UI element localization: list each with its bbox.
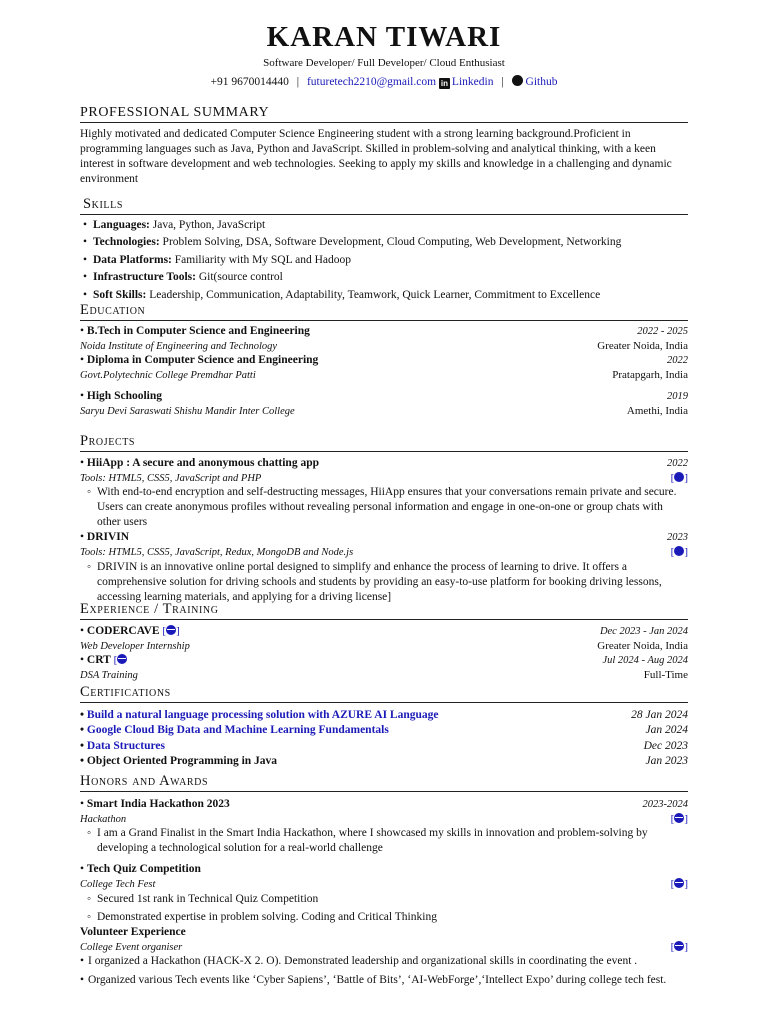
phone-number: +91 9670014440 bbox=[210, 75, 289, 88]
section-title-education: Education bbox=[80, 302, 688, 321]
section-title-honors: Honors and Awards bbox=[80, 773, 688, 792]
github-icon bbox=[674, 546, 684, 556]
education-section bbox=[80, 302, 688, 418]
certification-item[interactable]: • Data Structures Dec 2023 bbox=[80, 739, 688, 755]
certification-item: • Object Oriented Programming in Java Jan 2023 bbox=[80, 754, 688, 770]
experience-item: • CRT [ Jul 2024 - Aug 2024 DSA Training Full-Time bbox=[80, 653, 688, 683]
contact-line bbox=[80, 75, 688, 90]
skill-item: • Languages: Java, Python, JavaScript bbox=[83, 217, 688, 235]
honors-section bbox=[80, 773, 688, 988]
website-link[interactable]: [ ] bbox=[670, 878, 688, 891]
section-title-skills: Skills bbox=[80, 196, 688, 215]
globe-icon bbox=[674, 941, 684, 951]
linkedin-icon: in bbox=[440, 78, 448, 88]
certifications-section bbox=[80, 684, 688, 770]
separator: | bbox=[296, 75, 300, 88]
project-item: • HiiApp : A secure and anonymous chatting app 2022 Tools: HTML5, CSS5, JavaScript and PHP [ ] ◦ With end-to-end encryption and self-destructing messages, HiiApp ensures that your conversations remain private and secure. Users can create anonymous profiles without revealing personal information and engage in one-on-one or group chats with other users bbox=[80, 456, 688, 530]
section-title-summary: PROFESSIONAL SUMMARY bbox=[80, 105, 688, 123]
skills-section bbox=[80, 196, 688, 304]
github-repo-link[interactable]: [ ] bbox=[670, 471, 688, 484]
github-repo-link[interactable]: [ ] bbox=[670, 546, 688, 558]
email-link[interactable]: futuretech2210@gmail.com bbox=[306, 75, 437, 88]
education-item: • B.Tech in Computer Science and Engineering 2022 - 2025 Noida Institute of Engineering and Technology Greater Noida, India bbox=[80, 324, 688, 354]
website-link[interactable]: [ bbox=[114, 654, 128, 666]
website-link[interactable]: [ ] bbox=[162, 624, 180, 637]
experience-item: • CODERCAVE [ ] Dec 2023 - Jan 2024 Web Developer Internship Greater Noida, India bbox=[80, 624, 688, 654]
globe-icon bbox=[166, 625, 176, 635]
website-link[interactable]: [ ] bbox=[670, 812, 688, 825]
honor-item: • Tech Quiz Competition College Tech Fest [ ] ◦ Secured 1st rank in Technical Quiz Competition ◦ Demonstrated expertise in problem solving. Coding and Critical Thinking bbox=[80, 862, 688, 924]
skills-list bbox=[83, 217, 688, 305]
section-title-experience: Experience / Training bbox=[80, 601, 688, 620]
skill-item: • Data Platforms: Familiarity with My SQL and Hadoop bbox=[83, 252, 688, 270]
github-icon bbox=[512, 75, 523, 86]
section-title-certifications: Certifications bbox=[80, 684, 688, 703]
education-item: • High Schooling 2019 Saryu Devi Saraswati Shishu Mandir Inter College Amethi, India bbox=[80, 389, 688, 419]
certification-item[interactable]: • Build a natural language processing solution with AZURE AI Language 28 Jan 2024 bbox=[80, 708, 688, 724]
project-item: • DRIVIN 2023 Tools: HTML5, CSS5, JavaScript, Redux, MongoDB and Node.js [ ] ◦ DRIVIN is an innovative online portal designed to simplify and enhance the process of learning to drive. It offers a comprehensive solution for driving schools and students by providing an easy-to-use platform for booking driving lessons, accessing learning materials, and applying for a driving license] bbox=[80, 530, 688, 604]
candidate-subtitle: Software Developer/ Full Developer/ Cloud Enthusiast bbox=[263, 57, 505, 70]
summary-text: Highly motivated and dedicated Computer Science Engineering student with a strong learning background.Proficient in programming languages such as Java, Python and JavaScript. Skilled in problem-solving and analytical thinking, with a keen interest in software development and web technologies. Seeking to apply my skills and knowledge in a challenging and dynamic environment bbox=[80, 128, 672, 185]
globe-icon bbox=[117, 654, 127, 664]
github-icon bbox=[674, 472, 684, 482]
education-item: • Diploma in Computer Science and Engineering 2022 Govt.Polytechnic College Premdhar Patti Pratapgarh, India bbox=[80, 353, 688, 383]
certification-item[interactable]: • Google Cloud Big Data and Machine Learning Fundamentals Jan 2024 bbox=[80, 723, 688, 739]
section-title-projects: Projects bbox=[80, 433, 688, 452]
github-link[interactable]: Github bbox=[525, 75, 558, 88]
globe-icon bbox=[674, 878, 684, 888]
summary-section bbox=[80, 105, 688, 187]
skill-item: • Soft Skills: Leadership, Communication, Adaptability, Teamwork, Quick Learner, Commitment to Excellence bbox=[83, 287, 688, 305]
globe-icon bbox=[674, 813, 684, 823]
skill-item: • Technologies: Problem Solving, DSA, Software Development, Cloud Computing, Web Development, Networking bbox=[83, 234, 688, 252]
volunteer-item: Volunteer Experience College Event organiser [ ] • I organized a Hackathon (HACK-X 2. O). Demonstrated leadership and organizational skills in coordinating the event . • Organized various Tech events like ‘Cyber Sapiens’, ‘Battle of Bits’, ‘AI-WebForge’,‘Intellect Expo’ during college tech fest. bbox=[80, 925, 688, 988]
separator: | bbox=[501, 75, 504, 88]
honor-item: • Smart India Hackathon 2023 2023-2024 Hackathon [ ] ◦ I am a Grand Finalist in the Smart India Hackathon, where I showcased my skills in innovation and problem-solving by developing a technological solution for a real-world challenge bbox=[80, 797, 688, 856]
experience-section bbox=[80, 601, 688, 683]
skill-item: • Infrastructure Tools: Git(source control bbox=[83, 269, 688, 287]
website-link[interactable]: [ ] bbox=[670, 940, 688, 953]
linkedin-link[interactable]: Linkedin bbox=[451, 75, 494, 88]
projects-section bbox=[80, 433, 688, 604]
candidate-name: KARAN TIWARI bbox=[266, 21, 502, 53]
